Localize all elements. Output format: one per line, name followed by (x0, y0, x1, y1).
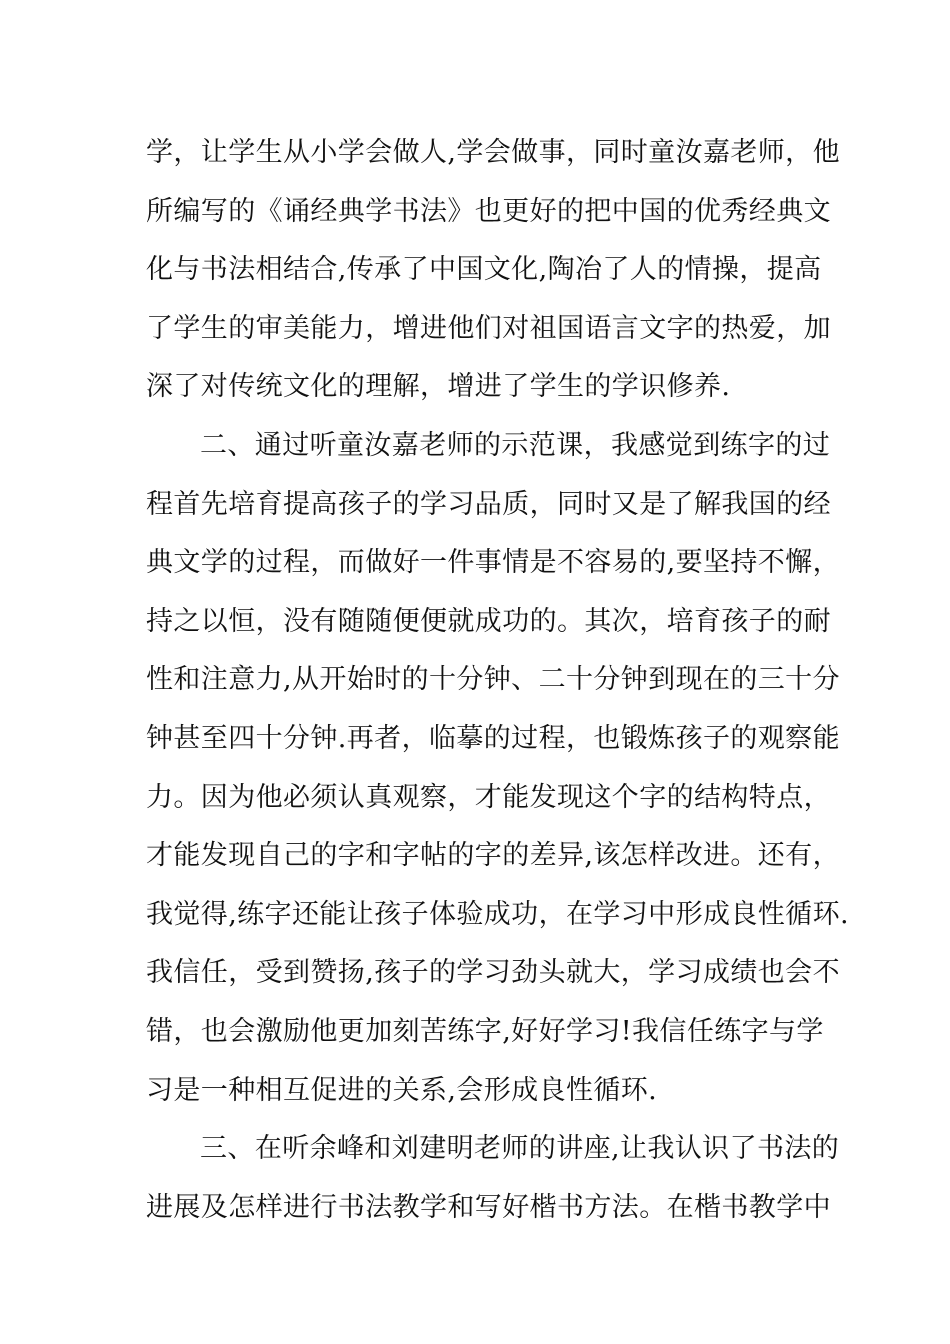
text-line: 性和注意力,从开始时的十分钟、二十分钟到现在的三十分 (146, 664, 840, 696)
text-line: 习是一种相互促进的关系,会形成良性循环. (146, 1074, 658, 1106)
text-line: 了学生的审美能力，增进他们对祖国语言文字的热爱，加 (146, 312, 831, 344)
text-line: 我信任，受到赞扬,孩子的学习劲头就大，学习成绩也会不 (146, 957, 840, 989)
text-line: 力。因为他必须认真观察，才能发现这个字的结构特点， (146, 781, 831, 813)
text-line: 所编写的《诵经典学书法》也更好的把中国的优秀经典文 (146, 195, 831, 227)
text-line: 进展及怎样进行书法教学和写好楷书方法。在楷书教学中 (146, 1191, 831, 1223)
body-text (146, 130, 849, 1243)
text-line: 程首先培育提高孩子的学习品质，同时又是了解我国的经 (146, 488, 831, 520)
text-line: 我觉得,练字还能让孩子体验成功，在学习中形成良性循环. (146, 898, 849, 930)
text-line: 典文学的过程，而做好一件事情是不容易的,要坚持不懈， (146, 547, 840, 579)
text-line: 才能发现自己的字和字帖的字的差异,该怎样改进。还有， (146, 840, 840, 872)
text-line: 持之以恒，没有随随便便就成功的。其次，培育孩子的耐 (146, 605, 831, 637)
paragraph-start-line: 二、通过听童汝嘉老师的示范课，我感觉到练字的过 (200, 429, 831, 461)
text-line: 错，也会激励他更加刻苦练字,好好学习!我信任练字与学 (146, 1015, 824, 1047)
text-line: 深了对传统文化的理解，增进了学生的学识修养. (146, 371, 731, 403)
paragraph-start-line: 三、在听余峰和刘建明老师的讲座,让我认识了书法的 (200, 1133, 840, 1165)
text-line: 化与书法相结合,传承了中国文化,陶冶了人的情操，提高 (146, 254, 822, 286)
text-line: 钟甚至四十分钟.再者，临摹的过程，也锻炼孩子的观察能 (146, 722, 840, 754)
text-line: 学，让学生从小学会做人,学会做事，同时童汝嘉老师，他 (146, 137, 840, 168)
